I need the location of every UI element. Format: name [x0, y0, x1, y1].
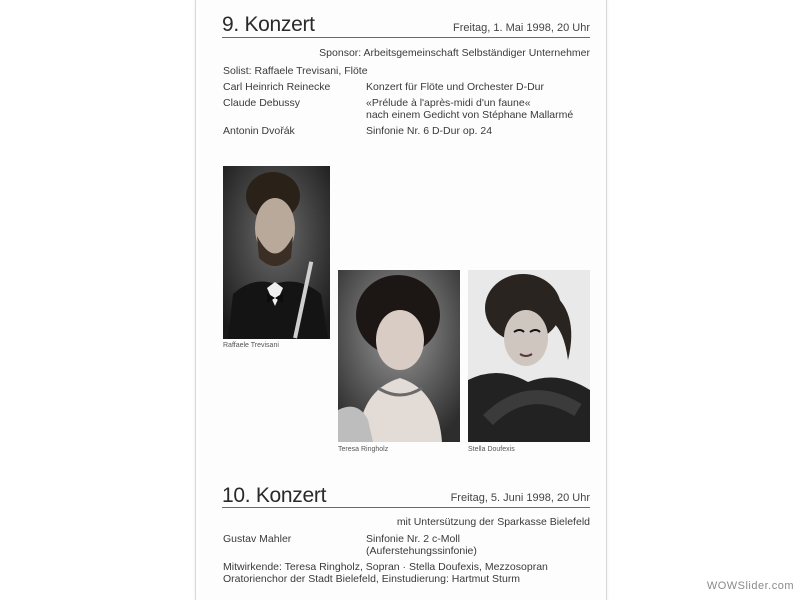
work-mahler-line2: (Auferstehungssinfonie): [366, 545, 477, 557]
work-debussy-line1: «Prélude à l'après-midi d'un faune«: [366, 97, 531, 109]
photo-teresa-ringholz: [338, 270, 460, 442]
concert9-soloist: Solist: Raffaele Trevisani, Flöte: [223, 65, 368, 77]
work-dvorak: Sinfonie Nr. 6 D-Dur op. 24: [366, 125, 493, 137]
work-reinecke: Konzert für Flöte und Orchester D-Dur: [366, 81, 544, 93]
caption-stella-doufexis: Stella Doufexis: [468, 446, 515, 453]
composer-dvorak: Antonin Dvořák: [223, 125, 295, 137]
concert9-sponsor: Sponsor: Arbeitsgemeinschaft Selbständiger Unternehmer: [319, 47, 590, 59]
photo-raffaele-trevisani: [223, 166, 330, 339]
concert10-performers-line1: Mitwirkende: Teresa Ringholz, Sopran · Stella Doufexis, Mezzosopran: [223, 561, 548, 573]
caption-raffaele-trevisani: Raffaele Trevisani: [223, 342, 279, 349]
work-mahler-line1: Sinfonie Nr. 2 c-Moll: [366, 533, 460, 545]
caption-teresa-ringholz: Teresa Ringholz: [338, 446, 389, 453]
concert10-performers-line2: Oratorienchor der Stadt Bielefeld, Einstudierung: Hartmut Sturm: [223, 573, 521, 585]
watermark-text: WOWSlider.com: [706, 580, 794, 592]
concert9-date: Freitag, 1. Mai 1998, 20 Uhr: [453, 22, 590, 34]
composer-debussy: Claude Debussy: [223, 97, 301, 109]
concert9-title: 9. Konzert: [222, 13, 315, 36]
photo-stella-doufexis: [468, 270, 590, 442]
composer-reinecke: Carl Heinrich Reinecke: [223, 81, 331, 93]
concert10-sponsor: mit Untersützung der Sparkasse Bielefeld: [396, 516, 590, 528]
concert9-rule: [222, 37, 590, 38]
work-debussy-line2: nach einem Gedicht von Stéphane Mallarmé: [366, 109, 574, 121]
concert10-rule: [222, 507, 590, 508]
concert10-title: 10. Konzert: [222, 484, 327, 507]
concert10-date: Freitag, 5. Juni 1998, 20 Uhr: [450, 492, 590, 504]
composer-mahler: Gustav Mahler: [223, 533, 292, 545]
